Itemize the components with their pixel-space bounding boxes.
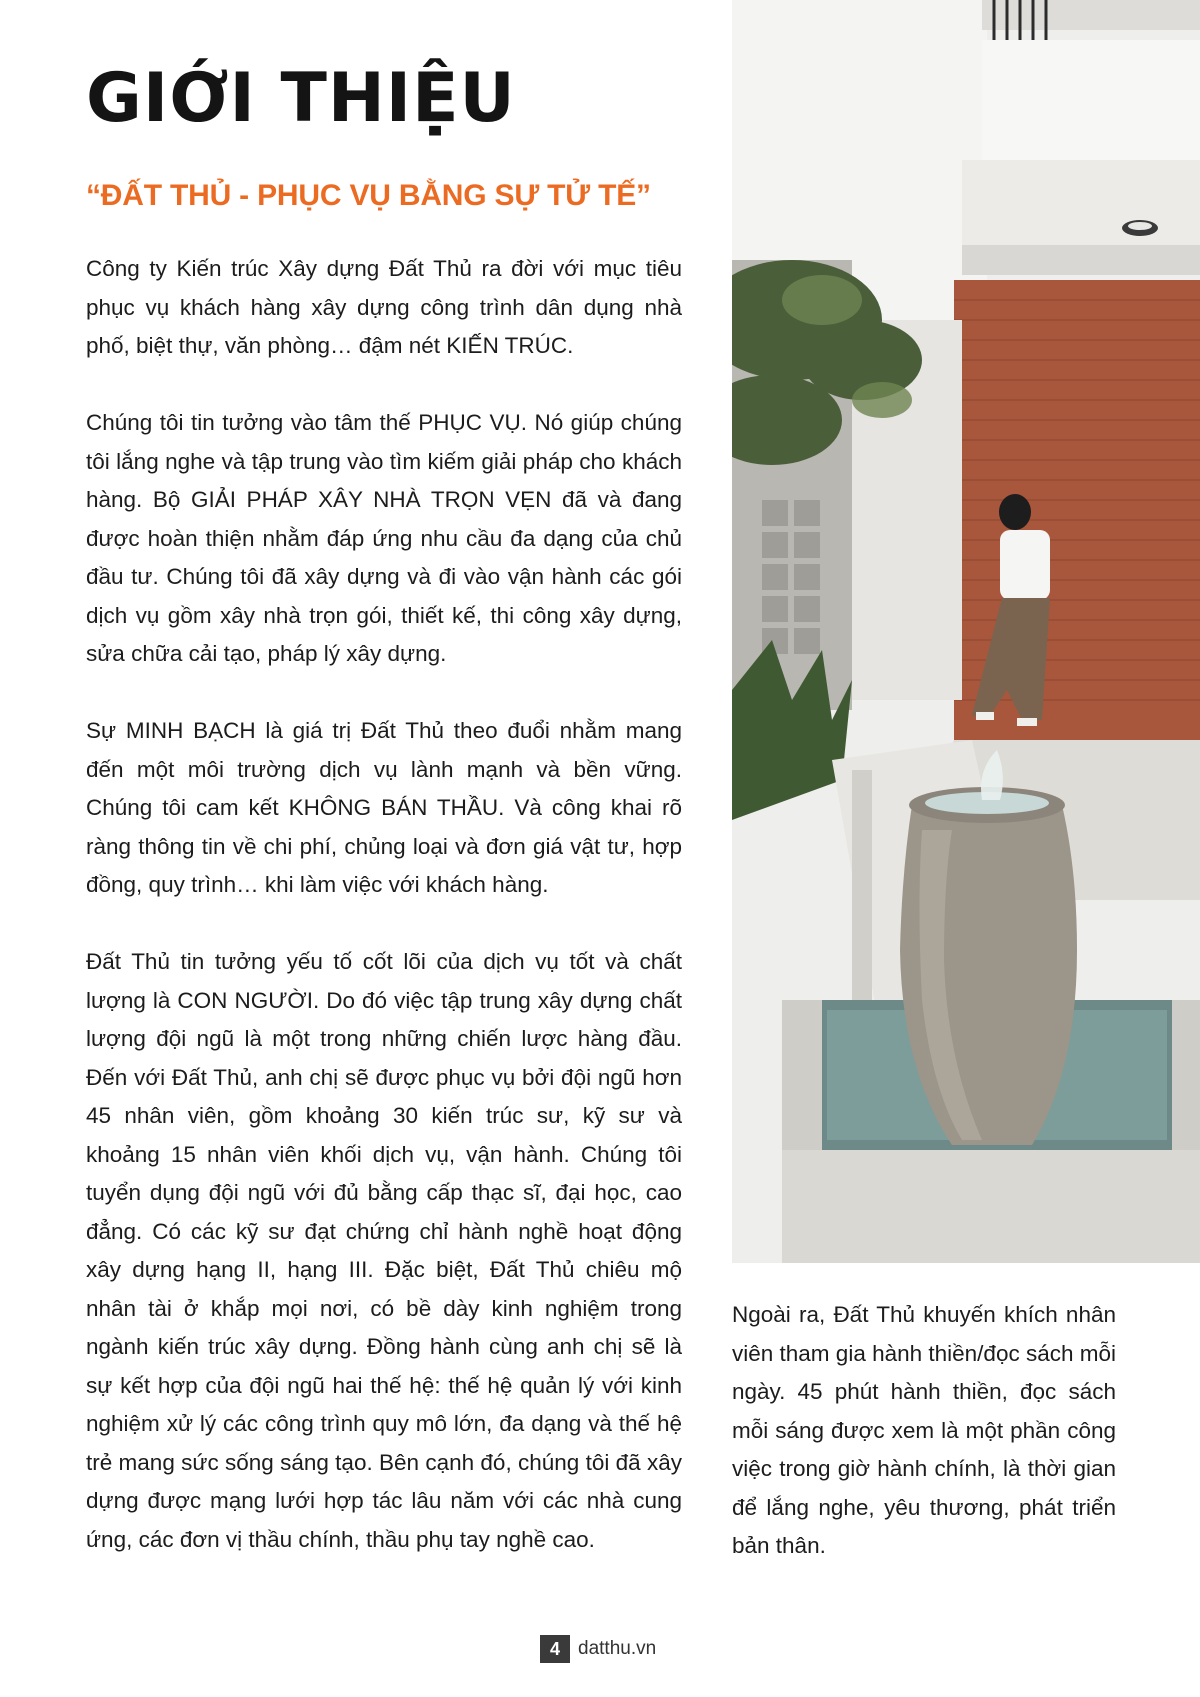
courtyard-photo [732, 0, 1200, 1263]
paragraph-meditation: Ngoài ra, Đất Thủ khuyến khích nhân viên tham gia hành thiền/đọc sách mỗi ngày. 45 phút hành thiền, đọc sách mỗi sáng được xem là một phần công việc trong giờ hành chính, là thời gian để lắng nghe, yêu thương, phát triển bản thân. [732, 1302, 1116, 1558]
page-number: 4 [540, 1635, 570, 1663]
right-column [732, 1296, 1116, 1566]
paragraph-people: Đất Thủ tin tưởng yếu tố cốt lõi của dịch vụ tốt và chất lượng là CON NGƯỜI. Do đó việc tập trung xây dựng chất lượng đội ngũ là một trong những chiến lược hàng đầu. Đến với Đất Thủ, anh chị sẽ được phục vụ bởi đội ngũ hơn 45 nhân viên, gồm khoảng 30 kiến trúc sư, kỹ sư và khoảng 15 nhân viên khối dịch vụ, vận hành. Chúng tôi tuyển dụng đội ngũ với đủ bằng cấp thạc sĩ, đại học, cao đẳng. Có các kỹ sư đạt chứng chỉ hành nghề hoạt động xây dựng hạng II, hạng III. Đặc biệt, Đất Thủ chiêu mộ nhân tài ở khắp mọi nơi, có bề dày kinh nghiệm trong ngành kiến trúc xây dựng. Đồng hành cùng anh chị sẽ là sự kết hợp của đội ngũ hai thế hệ: thế hệ quản lý với kinh nghiệm xử lý các công trình quy mô lớn, đa dạng và thế hệ trẻ mang sức sống sáng tạo. Bên cạnh đó, chúng tôi đã xây dựng được mạng lưới hợp tác lâu năm với các nhà cung ứng, các đơn vị thầu chính, thầu phụ tay nghề cao. [86, 949, 682, 1552]
website-link[interactable]: datthu.vn [578, 1638, 657, 1659]
page-footer [540, 1634, 656, 1664]
page-title: GIỚI THIỆU [86, 59, 516, 138]
courtyard-photo-illustration [732, 0, 1200, 1263]
paragraph-transparency: Sự MINH BẠCH là giá trị Đất Thủ theo đuổi nhằm mang đến một môi trường dịch vụ lành mạnh và bền vững. Chúng tôi cam kết KHÔNG BÁN THẦU. Và công khai rõ ràng thông tin về chi phí, chủng loại và đơn giá vật tư, hợp đồng, quy trình… khi làm việc với khách hàng. [86, 718, 682, 898]
paragraph-mission: Công ty Kiến trúc Xây dựng Đất Thủ ra đời với mục tiêu phục vụ khách hàng xây dựng công trình dân dụng nhà phố, biệt thự, văn phòng… đậm nét KIẾN TRÚC. [86, 256, 682, 359]
left-column [86, 60, 682, 1559]
intro-body [86, 250, 682, 1559]
paragraph-service: Chúng tôi tin tưởng vào tâm thế PHỤC VỤ. Nó giúp chúng tôi lắng nghe và tập trung vào tìm kiếm giải pháp cho khách hàng. Bộ GIẢI PHÁP XÂY NHÀ TRỌN VẸN đã và đang được hoàn thiện nhằm đáp ứng nhu cầu đa dạng của chủ đầu tư. Chúng tôi đã xây dựng và đi vào vận hành các gói dịch vụ gồm xây nhà trọn gói, thiết kế, thi công xây dựng, sửa chữa cải tạo, pháp lý xây dựng. [86, 410, 682, 667]
page-subtitle: “ĐẤT THỦ - PHỤC VỤ BẰNG SỰ TỬ TẾ” [86, 179, 651, 213]
